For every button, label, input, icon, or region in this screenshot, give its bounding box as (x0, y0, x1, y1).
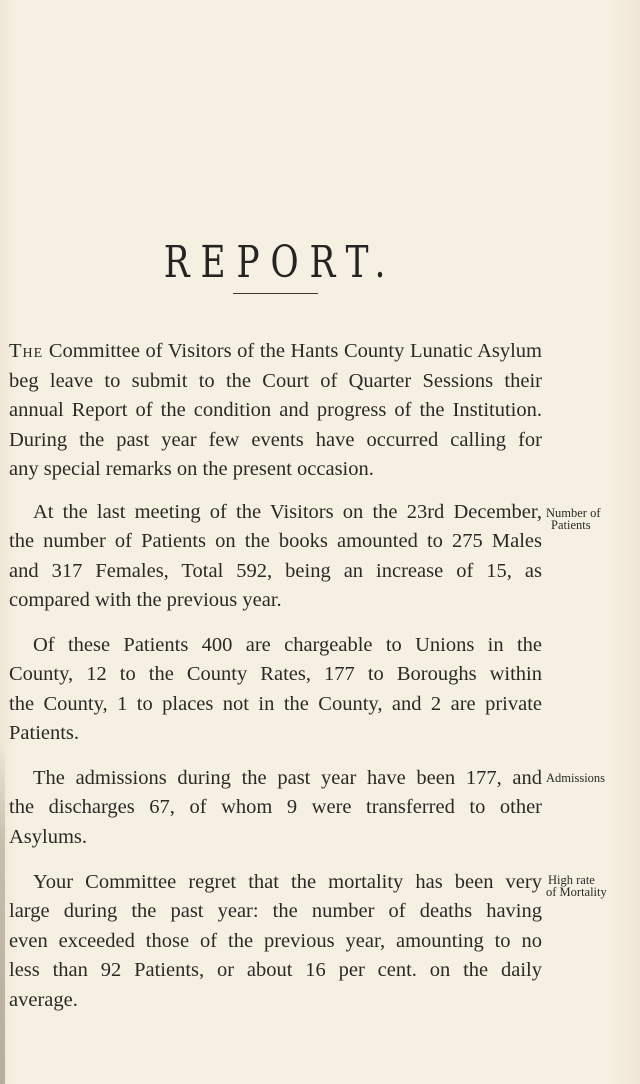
text-line: Your Committee regret that the mortality has been very (33, 871, 542, 893)
title-rule (233, 293, 318, 294)
margin-note-line: High rate (548, 873, 595, 887)
paragraph-mortality-cont (9, 897, 542, 1015)
text-line: the number of Patients on the books amounted to 275 Males (9, 530, 542, 552)
text-line: and 317 Females, Total 592, being an increase of 15, as (9, 559, 542, 582)
text-line: large during the past year: the number of deaths having (9, 900, 542, 922)
report-title: REPORT. (163, 237, 397, 289)
text-line: even exceeded those of the previous year, amounting to no (9, 929, 542, 952)
paragraph-number-of-patients (33, 498, 542, 528)
text-line: the discharges 67, of whom 9 were transferred to other (9, 796, 542, 818)
text-line: At the last meeting of the Visitors on the 23rd December, (33, 501, 542, 523)
binding-shadow (0, 740, 5, 1084)
text-line: the County, 1 to places not in the County, and 2 are private (9, 692, 542, 715)
opening-word: The (9, 340, 44, 362)
margin-note-line: Patients (551, 518, 591, 532)
text-line (9, 337, 542, 367)
text-line: average. (9, 988, 78, 1011)
margin-note-admissions (546, 772, 638, 784)
paragraph-admissions (33, 764, 542, 794)
text-line: The admissions during the past year have been 177, and (33, 767, 542, 789)
text-line: Patients. (9, 722, 80, 744)
margin-note-line: of Mortality (546, 885, 607, 899)
margin-note-high-rate-of-mortality (546, 874, 638, 898)
paragraph-introduction (9, 337, 542, 485)
margin-note-line: Admissions (546, 771, 606, 785)
paragraph-chargeable (33, 631, 542, 661)
paragraph-mortality (33, 868, 542, 898)
text-line: annual Report of the condition and progress of the Institution. (9, 399, 542, 421)
margin-note-line: Number of (546, 506, 601, 520)
text-line: beg leave to submit to the Court of Quarter Sessions their (9, 369, 542, 392)
paragraph-admissions-cont (9, 793, 542, 852)
text-line: Of these Patients 400 are chargeable to Unions in the (33, 634, 542, 656)
margin-note-number-of-patients (546, 507, 638, 531)
text-line: During the past year few events have occurred calling for (9, 428, 542, 451)
text-line: County, 12 to the County Rates, 177 to Boroughs within (9, 663, 542, 685)
text-line: Asylums. (9, 825, 88, 848)
text-line: less than 92 Patients, or about 16 per cent. on the daily (9, 959, 542, 981)
text-line: compared with the previous year. (9, 589, 282, 611)
paragraph-chargeable-cont (9, 660, 542, 749)
text-line-rest: Committee of Visitors of the Hants County Lunatic Asylum (48, 340, 543, 362)
paragraph-number-of-patients-cont (9, 527, 542, 616)
text-line: any special remarks on the present occasion. (9, 458, 374, 480)
